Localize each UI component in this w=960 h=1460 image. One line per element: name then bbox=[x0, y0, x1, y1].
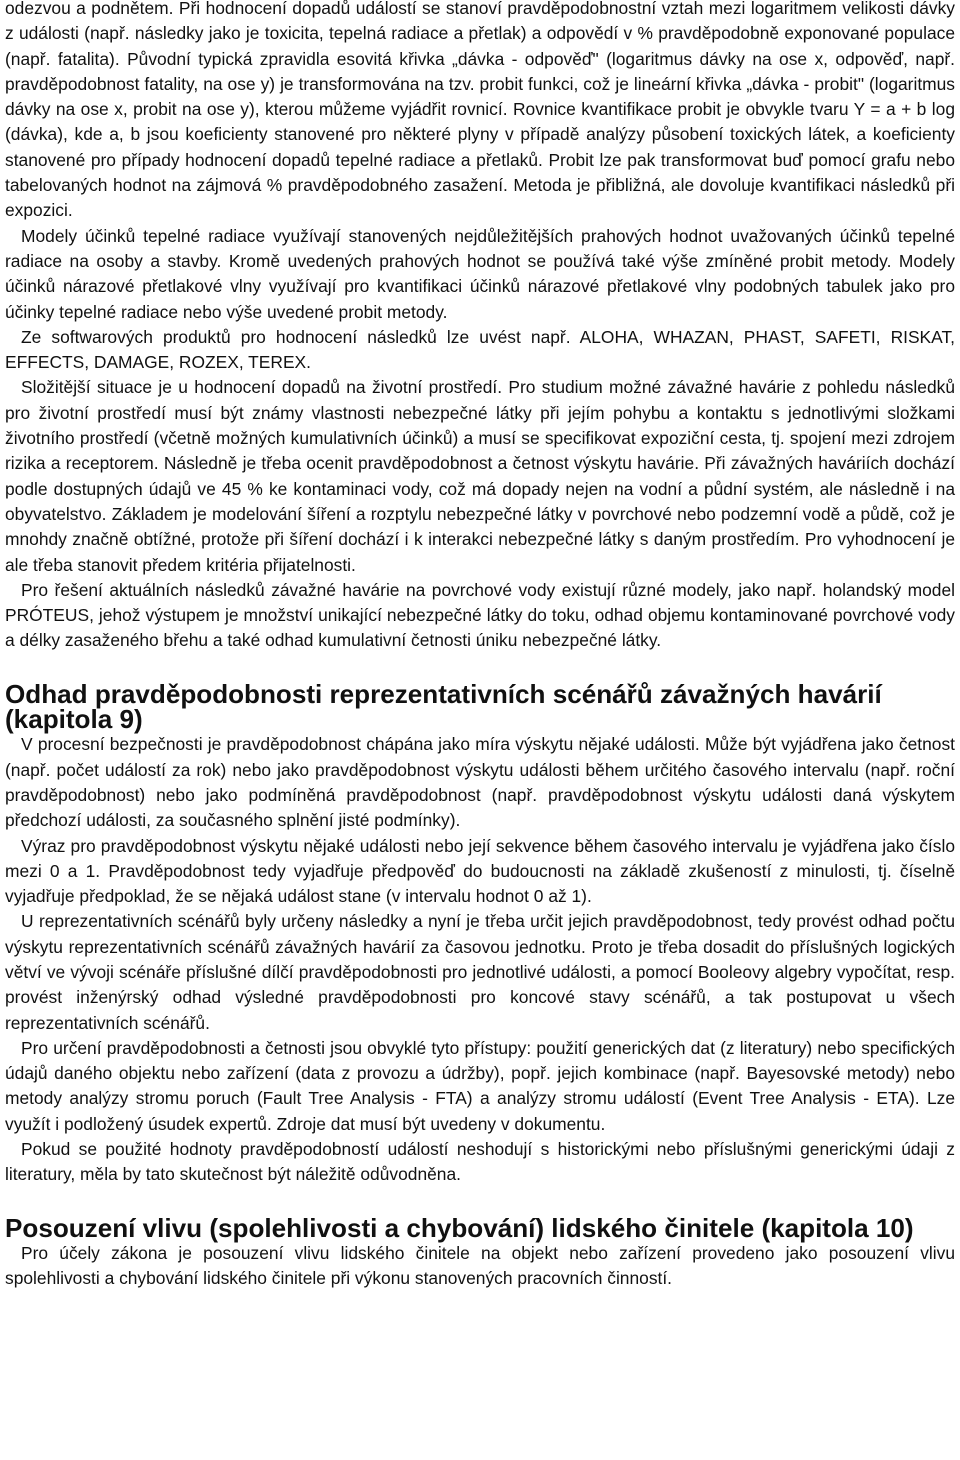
paragraph-representative-scenarios: U reprezentativních scénářů byly určeny následky a nyní je třeba určit jejich pravděpodobnost, tedy provést odhad počtu výskytu reprezentativních scénářů závažných havárií za časovou jednotku. Proto je třeba dosadit do příslušných logických větví ve vývoji scénáře příslušné dílčí pravděpodobnosti pro jednotlivé události, a pomocí Booleovy algebry vypočítat, resp. provést inženýrský odhad výsledné pravděpodobnosti pro koncové stavy scénářů, a tak postupovat u všech reprezentativních scénářů. bbox=[5, 911, 955, 1033]
section-probability bbox=[5, 678, 955, 1188]
paragraph-approaches: Pro určení pravděpodobnosti a četnosti jsou obvyklé tyto přístupy: použití generických dat (z literatury) nebo specifických údajů daného objektu nebo zařízení (data z provozu a údržby), popř. jejich kombinace (např. Bayesovské metody) nebo metody analýzy stromu poruch (Fault Tree Analysis - FTA) a analýzy stromu událostí (Event Tree Analysis - ETA). Lze využít i podložený úsudek expertů. Zdroje dat musí být uvedeny v dokumentu. bbox=[5, 1037, 955, 1134]
paragraph-probability-expression: Výraz pro pravděpodobnost výskytu nějaké události nebo její sekvence během časového intervalu je vyjádřena jako číslo mezi 0 a 1. Pravděpodobnost tedy vyjadřuje předpověď do budoucnosti na základě zkušeností z minulosti, tj. číselně vyjadřuje předpoklad, že se nějaká událost stane (v intervalu hodnot 0 až 1). bbox=[5, 835, 955, 907]
paragraph-justification: Pokud se použité hodnoty pravděpodobností událostí neshodují s historickými nebo příslušnými generickými údaji z literatury, měla by tato skutečnost být náležitě odůvodněna. bbox=[5, 1139, 955, 1185]
section-heading: Odhad pravděpodobnosti reprezentativních scénářů závažných havárií (kapitola 9) bbox=[5, 678, 882, 735]
paragraph-thermal-models: Modely účinků tepelné radiace využívají stanovených nejdůležitějších prahových hodnot uvažovaných účinků tepelné radiace na osoby a stavby. Kromě uvedených prahových hodnot se používá také výše zmíněné probit metody. Modely účinků nárazové přetlakové vlny využívají pro kvantifikaci účinků nárazové přetlakové vlny podobných tabulek jako pro účinky tepelné radiace nebo výše uvedené probit metody. bbox=[5, 225, 955, 322]
paragraph-proteus: Pro řešení aktuálních následků závažné havárie na povrchové vody existují různé modely, jako např. holandský model PRÓTEUS, jehož výstupem je množství unikající nebezpečné látky do toku, odhad objemu kontaminované povrchové vody a délky zasaženého břehu a také odhad kumulativní četnosti úniku nebezpečné látky. bbox=[5, 579, 955, 651]
paragraph-environment: Složitější situace je u hodnocení dopadů na životní prostředí. Pro studium možné závažné havárie z pohledu následků pro životní prostředí musí být známy vlastnosti nebezpečné látky při jejím pohybu a kontaktu s jednotlivými složkami životního prostředí (včetně možných kumulativních účinků) a musí se specifikovat expoziční cesta, tj. spojení mezi zdrojem rizika a receptorem. Následně je třeba ocenit pravděpodobnost a četnost výskytu havárie. Při závažných haváriích dochází podle dostupných údajů ve 45 % ke kontaminaci vody, což má dopady nejen na vodní a půdní systém, ale následně i na obyvatelstvo. Základem je modelování šíření a rozptylu nebezpečné látky v povrchové nebo podzemní vodě a půdě, což je mnohdy značně obtížné, protože při šíření dochází i k interakci nebezpečné látky s daným prostředím. Pro vyhodnocení je ale třeba stanovit předem kritéria přijatelnosti. bbox=[5, 377, 955, 575]
paragraph-software: Ze softwarových produktů pro hodnocení následků lze uvést např. ALOHA, WHAZAN, PHAST, SAFETI, RISKAT, EFFECTS, DAMAGE, ROZEX, TEREX. bbox=[5, 326, 955, 373]
paragraph-probit: odezvou a podnětem. Při hodnocení dopadů událostí se stanoví pravděpodobnostní vztah mezi logaritmem velikosti dávky z události (např. následky jako je toxicita, tepelná radiace a přetlak) a odpovědí v % pravděpodobně exponované populace (např. fatalita). Původní typická zpravidla esovitá křivka „dávka - odpověď" (logaritmus dávky na ose x, odpověď, např. pravděpodobnost fatality, na ose y) je transformována na tzv. probit funkci, což je lineární křivka „dávka - probit" (logaritmus dávky na ose x, probit na ose y), kterou můžeme vyjádřit rovnicí. Rovnice kvantifikace probit je obvykle tvaru Y = a + b log (dávka), kde a, b jsou koeficienty stanovené pro některé plyny v případě analýzy působení toxických látek, a koeficienty stanovené pro případy hodnocení dopadů tepelné radiace a přetlaků. Probit lze pak transformovat buď pomocí grafu nebo tabelovaných hodnot na zájmová % pravděpodobného zasažení. Metoda je přibližná, ale dovoluje kvantifikaci následků při expozici. bbox=[5, 0, 955, 221]
section-continuation bbox=[5, 0, 955, 654]
section-heading: Posouzení vlivu (spolehlivosti a chybování) lidského činitele (kapitola 10) bbox=[5, 1212, 914, 1243]
paragraph-human-factor: Pro účely zákona je posouzení vlivu lidského činitele na objekt nebo zařízení provedeno jako posouzení vlivu spolehlivosti a chybování lidského činitele při výkonu stanovených pracovních činností. bbox=[5, 1242, 955, 1289]
section-human-factor bbox=[5, 1212, 955, 1292]
paragraph-probability-definition: V procesní bezpečnosti je pravděpodobnost chápána jako míra výskytu nějaké události. Může být vyjádřena jako četnost (např. počet událostí za rok) nebo jako pravděpodobnost výskytu události během určitého časového intervalu (např. roční pravděpodobnost) nebo jako podmíněná pravděpodobnost (např. pravděpodobnost výskytu události daná výskytem předchozí události, za současného splnění jisté podmínky). bbox=[5, 734, 955, 831]
